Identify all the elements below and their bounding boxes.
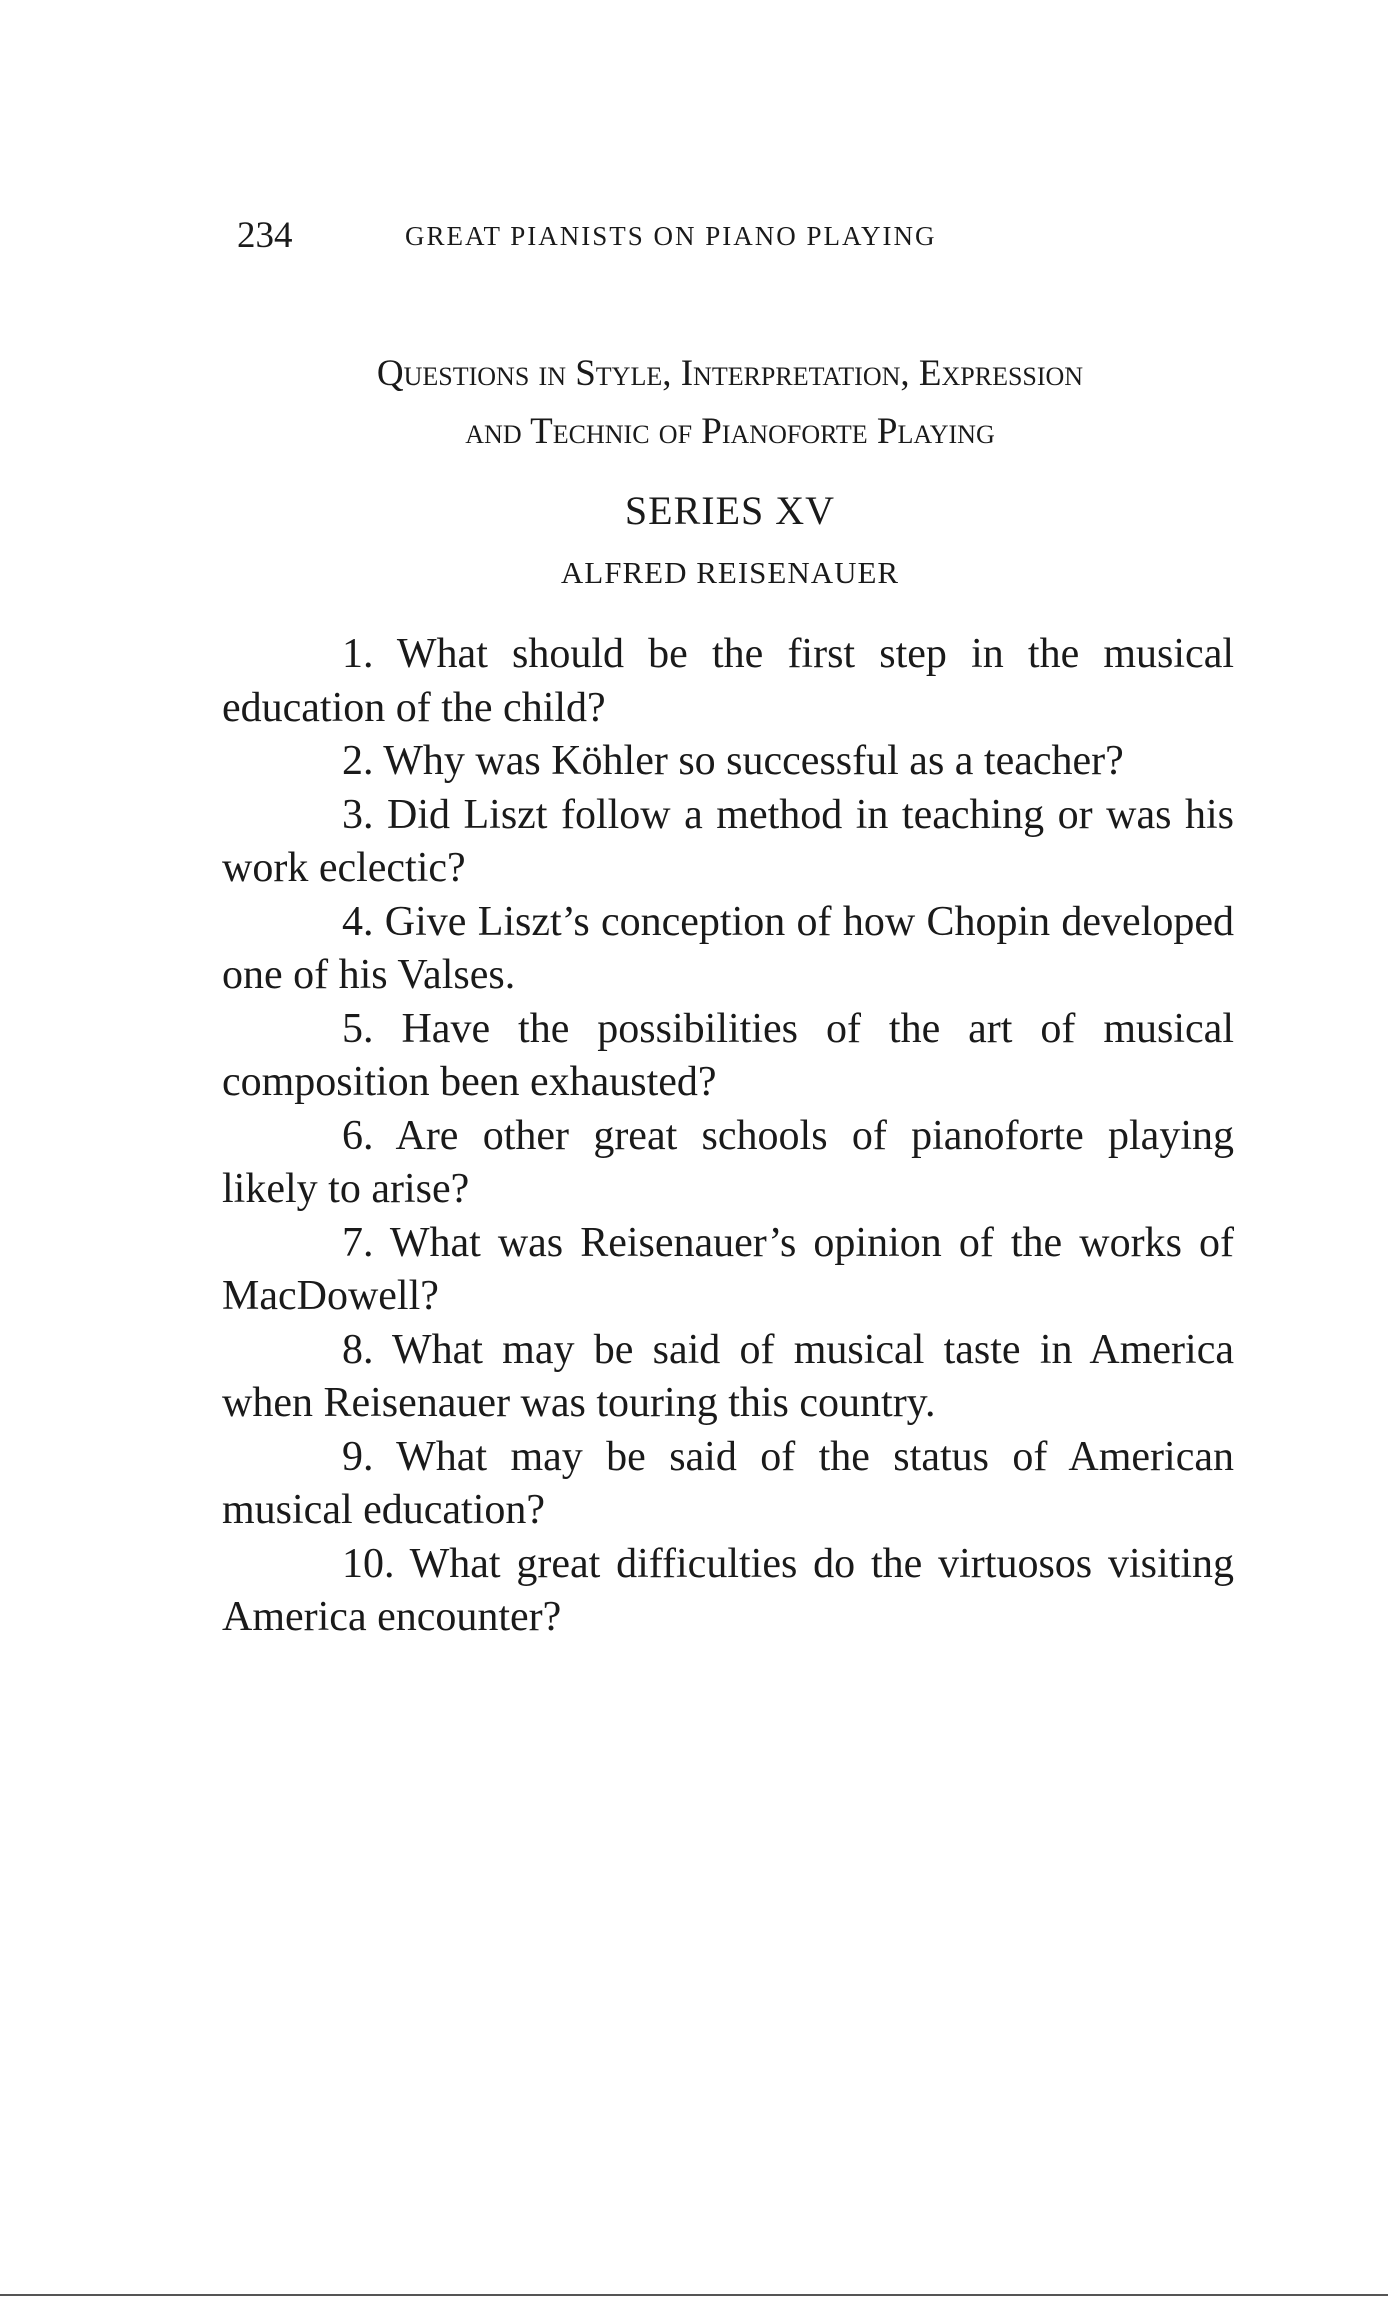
question-text: Are other great schools of pianoforte playing likely to arise? <box>222 1112 1234 1212</box>
question-text: What should be the first step in the musical education of the child? <box>222 631 1234 731</box>
question-item <box>222 1538 1234 1645</box>
running-title: GREAT PIANISTS ON PIANO PLAYING <box>405 221 937 251</box>
question-text: Did Liszt follow a method in teaching or was his work eclectic? <box>222 791 1234 891</box>
question-text: What great difficulties do the virtuosos visiting America encounter? <box>222 1540 1234 1640</box>
question-number: 4. <box>342 898 374 945</box>
page-number: 234 <box>237 215 293 256</box>
question-item <box>222 1110 1234 1217</box>
question-item <box>222 628 1234 735</box>
question-text: What may be said of the status of American musical education? <box>222 1433 1234 1533</box>
question-item <box>222 1217 1234 1324</box>
author-name: ALFRED REISENAUER <box>560 555 900 590</box>
question-text: Give Liszt’s conception of how Chopin developed one of his Valses. <box>222 898 1235 998</box>
question-item <box>222 735 1234 789</box>
question-number: 10. <box>342 1540 395 1587</box>
question-item <box>222 1324 1234 1431</box>
question-number: 2. <box>342 738 374 784</box>
question-number: 6. <box>342 1112 374 1159</box>
question-text: What may be said of musical taste in America when Reisenauer was touring this country. <box>222 1326 1234 1426</box>
question-list <box>222 628 1234 1645</box>
question-number: 1. <box>342 631 374 677</box>
question-text: What was Reisenauer’s opinion of the works of MacDowell? <box>222 1219 1234 1319</box>
question-text: Why was Köhler so successful as a teacher? <box>383 738 1124 784</box>
series-title: SERIES XV <box>624 488 836 533</box>
question-item <box>222 1003 1234 1110</box>
question-number: 9. <box>342 1433 374 1480</box>
section-heading-line-2: and Technic of Pianoforte Playing <box>465 411 995 452</box>
question-item <box>222 789 1234 896</box>
page-edge-rule <box>0 2294 1388 2296</box>
section-heading <box>220 345 1240 461</box>
question-number: 5. <box>342 1005 374 1052</box>
section-heading-line-1: Questions in Style, Interpretation, Expression <box>376 353 1084 394</box>
question-item <box>222 896 1234 1003</box>
question-text: Have the possibilities of the art of musical composition been exhausted? <box>222 1005 1234 1105</box>
question-number: 7. <box>342 1219 374 1266</box>
question-item <box>222 1431 1234 1538</box>
question-number: 8. <box>342 1326 374 1373</box>
running-head <box>237 214 1087 258</box>
question-number: 3. <box>342 791 374 838</box>
